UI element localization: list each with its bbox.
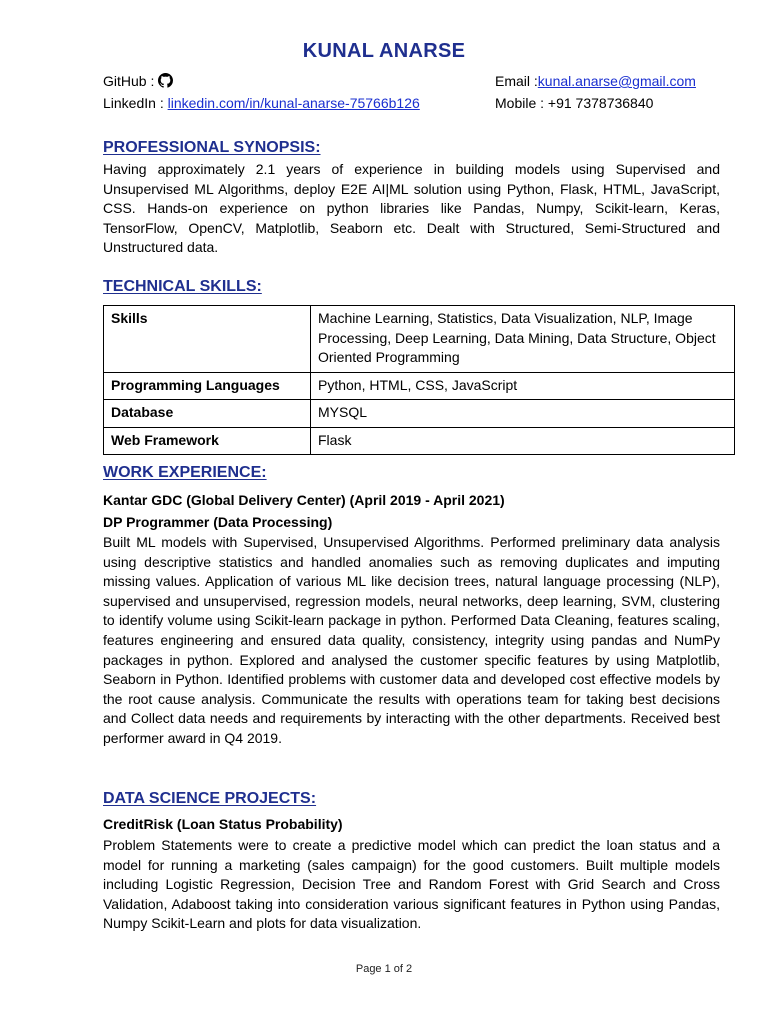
- work-role: DP Programmer (Data Processing): [103, 514, 333, 530]
- email-line: [495, 72, 696, 90]
- synopsis-text: Having approximately 2.1 years of experience in building models using Supervised and Unsupervised ML Algorithms, deploy E2E AI|ML solution using Python, Flask, HTML, JavaScript, CSS. Hands-on experience on python libraries like Pandas, Numpy, Scikit-learn, Keras, TensorFlow, OpenCV, Matplotlib, Seaborn etc. Dealt with Structured, Semi-Structured and Unstructured data.: [103, 161, 720, 256]
- table-row: [104, 427, 735, 455]
- page-number: Page 1 of 2: [355, 963, 413, 975]
- skill-value: MYSQL: [311, 400, 735, 428]
- linkedin-label: LinkedIn :: [103, 95, 164, 111]
- work-company: Kantar GDC (Global Delivery Center) (April 2019 - April 2021): [103, 492, 505, 508]
- skills-heading: TECHNICAL SKILLS:: [103, 278, 262, 295]
- email-link[interactable]: kunal.anarse@gmail.com: [537, 73, 696, 89]
- linkedin-link[interactable]: linkedin.com/in/kunal-anarse-75766b126: [167, 95, 420, 111]
- mobile-line: Mobile : +91 7378736840: [495, 95, 654, 111]
- skill-label: Web Framework: [104, 427, 311, 455]
- project-title: CreditRisk (Loan Status Probability): [103, 816, 343, 832]
- skill-value: Flask: [311, 427, 735, 455]
- skill-value: Machine Learning, Statistics, Data Visualization, NLP, Image Processing, Deep Learning, Data Mining, Data Structure, Object Oriented Programming: [311, 306, 735, 373]
- skill-label: Programming Languages: [104, 372, 311, 400]
- skill-label: Skills: [104, 306, 311, 373]
- table-row: [104, 400, 735, 428]
- project-description: Problem Statements were to create a predictive model which can predict the loan status and a model for running a marketing (sales campaign) for the good customers. Built multiple models including Logistic Regression, Decision Tree and Random Forest with Grid Search and Cross Validation, Adaboost taking into consideration various significant features in Python using Pandas, Numpy Scikit-Learn and plots for data visualization.: [103, 837, 720, 932]
- candidate-name: KUNAL ANARSE: [302, 40, 466, 62]
- work-description: Built ML models with Supervised, Unsupervised Algorithms. Performed preliminary data analysis using descriptive statistics and handled anomalies such as removing duplicates and imputing missing values. Application of various ML like decision trees, natural language processing (NLP), supervised and unsupervised, regression models, neural networks, deep learning, SVM, clustering to identify volume using Scikit-learn package in python. Performed Data Cleaning, features scaling, features engineering and ensured data quality, consistency, integrity using pandas and NumPy packages in python. Explored and analysed the customer specific features by using Matplotlib, Seaborn in Python. Identified problems with customer data and developed cost effective models by the root cause analysis. Communicate the results with operations team for taking best decisions and Collect data needs and requirements by interacting with the other departments. Received best performer award in Q4 2019.: [103, 534, 720, 746]
- table-row: [104, 306, 735, 373]
- work-heading: WORK EXPERIENCE:: [103, 464, 267, 481]
- email-label: Email :: [495, 73, 538, 89]
- skill-label: Database: [104, 400, 311, 428]
- linkedin-line: [103, 94, 420, 112]
- table-row: [104, 372, 735, 400]
- skills-table: [103, 305, 735, 455]
- synopsis-heading: PROFESSIONAL SYNOPSIS:: [103, 139, 321, 156]
- github-icon[interactable]: [158, 73, 173, 88]
- github-line: [103, 72, 173, 90]
- skill-value: Python, HTML, CSS, JavaScript: [311, 372, 735, 400]
- github-label: GitHub :: [103, 73, 155, 89]
- projects-heading: DATA SCIENCE PROJECTS:: [103, 790, 317, 807]
